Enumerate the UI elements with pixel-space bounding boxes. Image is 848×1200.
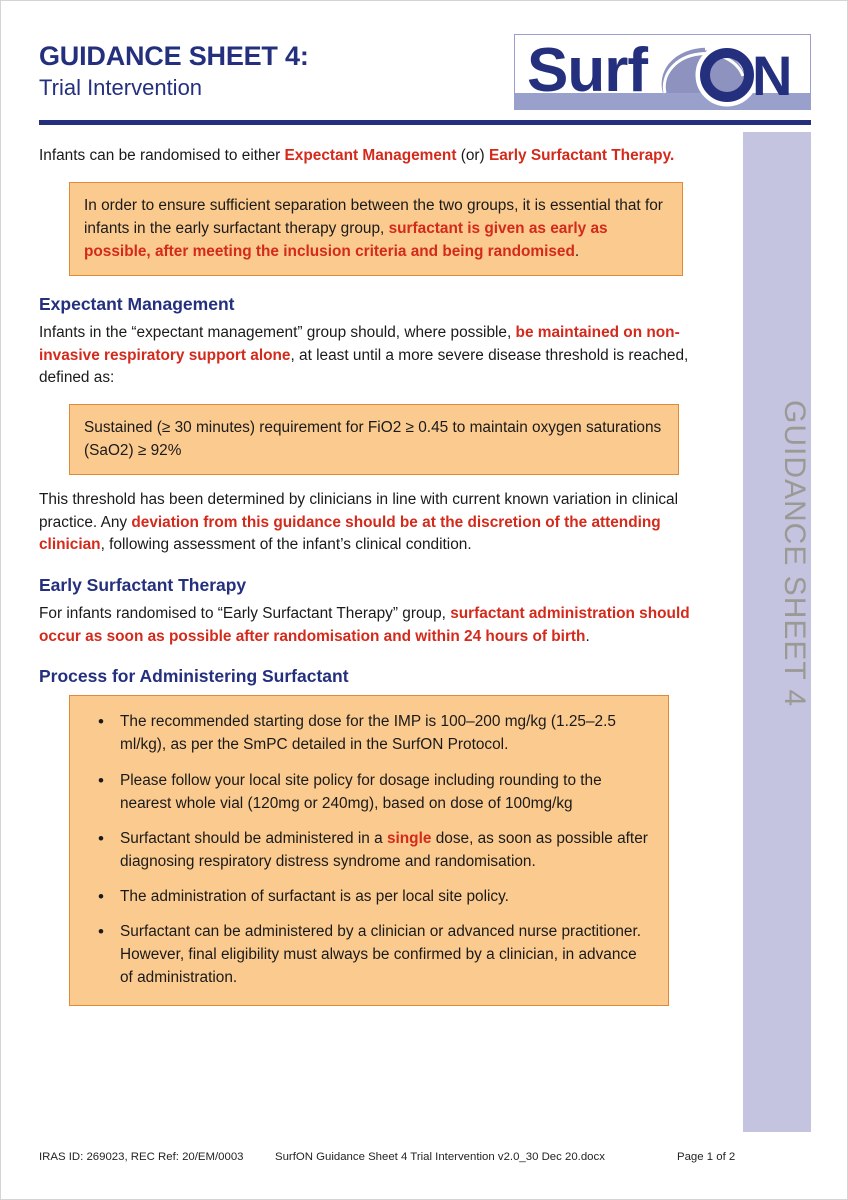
sidebar-tab-label: GUIDANCE SHEET 4 — [778, 400, 811, 708]
bullet-0-text-1: The recommended starting dose for the IMP is 100–200 mg/kg (1.25–2.5 ml/kg), as per the SmPC detailed in the SurfON Protocol. — [120, 713, 616, 754]
header-divider-rule — [39, 120, 811, 125]
callout-process-bullets — [69, 695, 669, 1006]
svg-text:N: N — [752, 44, 793, 107]
intro-paragraph — [39, 145, 699, 168]
intro-text-2: (or) — [456, 147, 489, 164]
callout-threshold-text: Sustained (≥ 30 minutes) requirement for FiO2 ≥ 0.45 to maintain oxygen saturations (SaO2) ≥ 92% — [84, 418, 662, 459]
list-item — [120, 885, 652, 908]
early-surfactant-therapy-paragraph — [39, 603, 699, 648]
rationale-text-2: , following assessment of the infant’s clinical condition. — [100, 536, 472, 554]
intro-emphasis-expectant-management: Expectant Management — [284, 147, 457, 164]
rationale-text-1: This threshold has been determined by clinicians in line with current known variation in clinical practice. Any — [39, 491, 679, 531]
em-text-2: , at least until a more severe disease threshold is reached, defined as: — [39, 346, 689, 387]
list-item — [120, 769, 652, 815]
rationale-emphasis-deviation: deviation from this guidance should be at the discretion of the attending clinician — [39, 513, 661, 554]
callout-threshold — [69, 404, 679, 475]
footer-document-filename: SurfON Guidance Sheet 4 Trial Intervention v2.0_30 Dec 20.docx — [275, 1151, 605, 1163]
est-text-2: . — [585, 627, 590, 645]
section-heading-early-surfactant-therapy: Early Surfactant Therapy — [39, 575, 247, 596]
bullet-2-text-1: Surfactant should be administered in a — [120, 829, 387, 847]
sidebar-tab — [743, 132, 811, 1132]
callout-separation-text-2: . — [574, 242, 580, 260]
page-header — [1, 1, 848, 131]
em-emphasis-non-invasive-support: be maintained on non-invasive respiratory support alone — [39, 323, 680, 364]
footer-page-number: Page 1 of 2 — [677, 1151, 736, 1163]
page-title — [39, 41, 499, 102]
page-title-sub: Trial Intervention — [39, 75, 203, 101]
callout-separation-text — [84, 194, 668, 263]
threshold-rationale-paragraph — [39, 489, 699, 557]
section-heading-expectant-management: Expectant Management — [39, 293, 235, 314]
callout-separation-text-1: In order to ensure sufficient separation between the two groups, it is essential that for infants in the early surfactant therapy group, — [84, 196, 663, 237]
section-heading-process-for-administering-surfactant: Process for Administering Surfactant — [39, 666, 349, 687]
est-text-1: For infants randomised to “Early Surfactant Therapy” group, — [39, 605, 451, 623]
intro-emphasis-early-surfactant-therapy: Early Surfactant Therapy. — [488, 147, 675, 164]
list-item — [120, 920, 652, 989]
callout-separation — [69, 182, 683, 276]
em-text-1: Infants in the “expectant management” group should, where possible, — [39, 323, 516, 341]
intro-text-1: Infants can be randomised to either — [39, 147, 285, 164]
svg-text:Surf: Surf — [527, 36, 647, 105]
page-footer — [39, 1151, 811, 1163]
bullet-3-text-1: The administration of surfactant is as per local site policy. — [120, 887, 509, 905]
list-item — [120, 827, 652, 873]
surfon-logo-graphic — [515, 35, 810, 109]
surfon-logo — [514, 34, 811, 110]
process-bullet-list — [86, 710, 652, 989]
document-body — [39, 145, 699, 1014]
page-title-main: GUIDANCE SHEET 4: — [39, 41, 309, 71]
callout-separation-emphasis: surfactant is given as early as possible, after meeting the inclusion criteria and being randomised — [84, 219, 608, 260]
expectant-management-paragraph — [39, 322, 699, 390]
bullet-4-text-1: Surfactant can be administered by a clinician or advanced nurse practitioner. However, final eligibility must always be confirmed by a clinician, in advance of administration. — [120, 923, 642, 987]
bullet-1-text-1: Please follow your local site policy for dosage including rounding to the nearest whole vial (120mg or 240mg), based on dose of 100mg/kg — [120, 771, 602, 812]
list-item — [120, 710, 652, 756]
bullet-2-text-2: dose, as soon as possible after diagnosing respiratory distress syndrome and randomisation. — [120, 829, 648, 870]
est-emphasis-administration-timing: surfactant administration should occur as soon as possible after randomisation and within 24 hours of birth — [39, 605, 690, 645]
footer-iras-reference: IRAS ID: 269023, REC Ref: 20/EM/0003 — [39, 1151, 244, 1163]
bullet-2-emphasis-single: single — [386, 829, 432, 847]
